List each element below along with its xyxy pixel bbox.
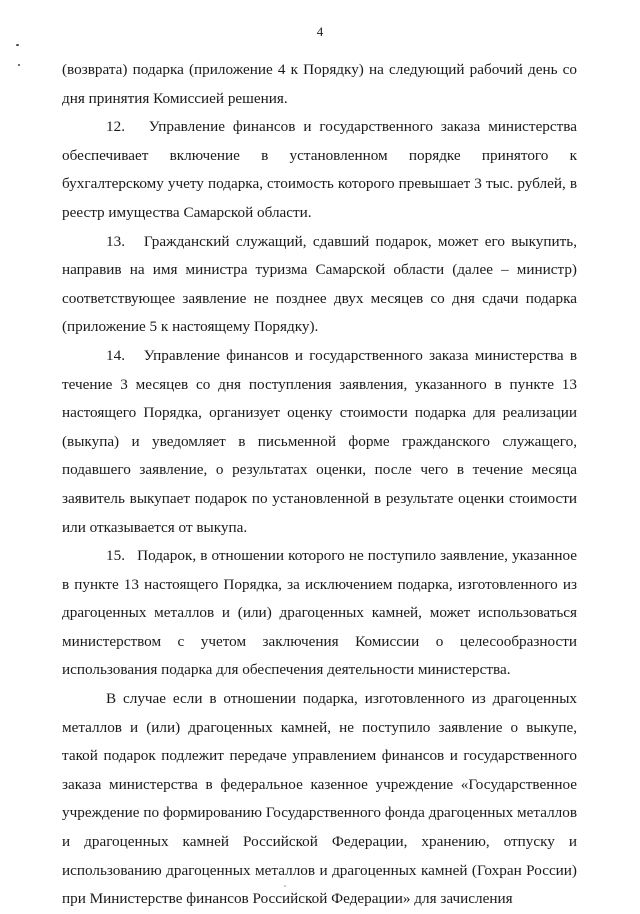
page-number: 4 (316, 24, 324, 39)
paragraph-continuation: (возврата) подарка (приложение 4 к Порядку) на следующий рабочий день со дня принятия Комиссией решения. (62, 61, 577, 107)
paragraph-item-15: 15. Подарок, в отношении которого не поступило заявление, указанное в пункте 13 настоящего Порядка, за исключением подарка, изготовленного из драгоценных металлов и (или) драгоценных камней, может использоваться министерством с учетом заключения Комиссии о целесообразности использования подарка для обеспечения деятельности министерства. (62, 547, 577, 679)
paragraph-item-12: 12. Управление финансов и государственного заказа министерства обеспечивает включение в установленном порядке принятого к бухгалтерскому учету подарка, стоимость которого превышает 3 тыс. рублей, в реестр имущества Самарской области. (62, 118, 577, 221)
paragraph-item-13: 13. Гражданский служащий, сдавший подарок, может его выкупить, направив на имя министра туризма Самарской области (далее – министр) соответствующее заявление не позднее двух месяцев со дня сдачи подарка (приложение 5 к настоящему Порядку). (62, 232, 577, 336)
paragraph-precious-metals: В случае если в отношении подарка, изготовленного из драгоценных металлов и (или) драгоценных камней, не поступило заявление о выкупе, такой подарок подлежит передаче управлением финансов и государственного заказа министерства в федеральное казенное учреждение «Государственное учреждение по формированию Государственного фонда драгоценных металлов и драгоценных камней Российской Федерации, хранению, отпуску и использованию драгоценных металлов и драгоценных камней (Гохран России) при Министерстве финансов Российской Федерации» для зачисления (62, 690, 577, 908)
scan-speck (18, 64, 20, 66)
document-body (62, 56, 577, 914)
scan-speck (16, 44, 19, 46)
paragraph-item-14: 14. Управление финансов и государственного заказа министерства в течение 3 месяцев со дня поступления заявления, указанного в пункте 13 настоящего Порядка, организует оценку стоимости подарка для реализации (выкупа) и уведомляет в письменной форме гражданского служащего, подавшего заявление, о результатах оценки, после чего в течение месяца заявитель выкупает подарок по установленной в результате оценки стоимости или отказывается от выкупа. (62, 346, 577, 536)
